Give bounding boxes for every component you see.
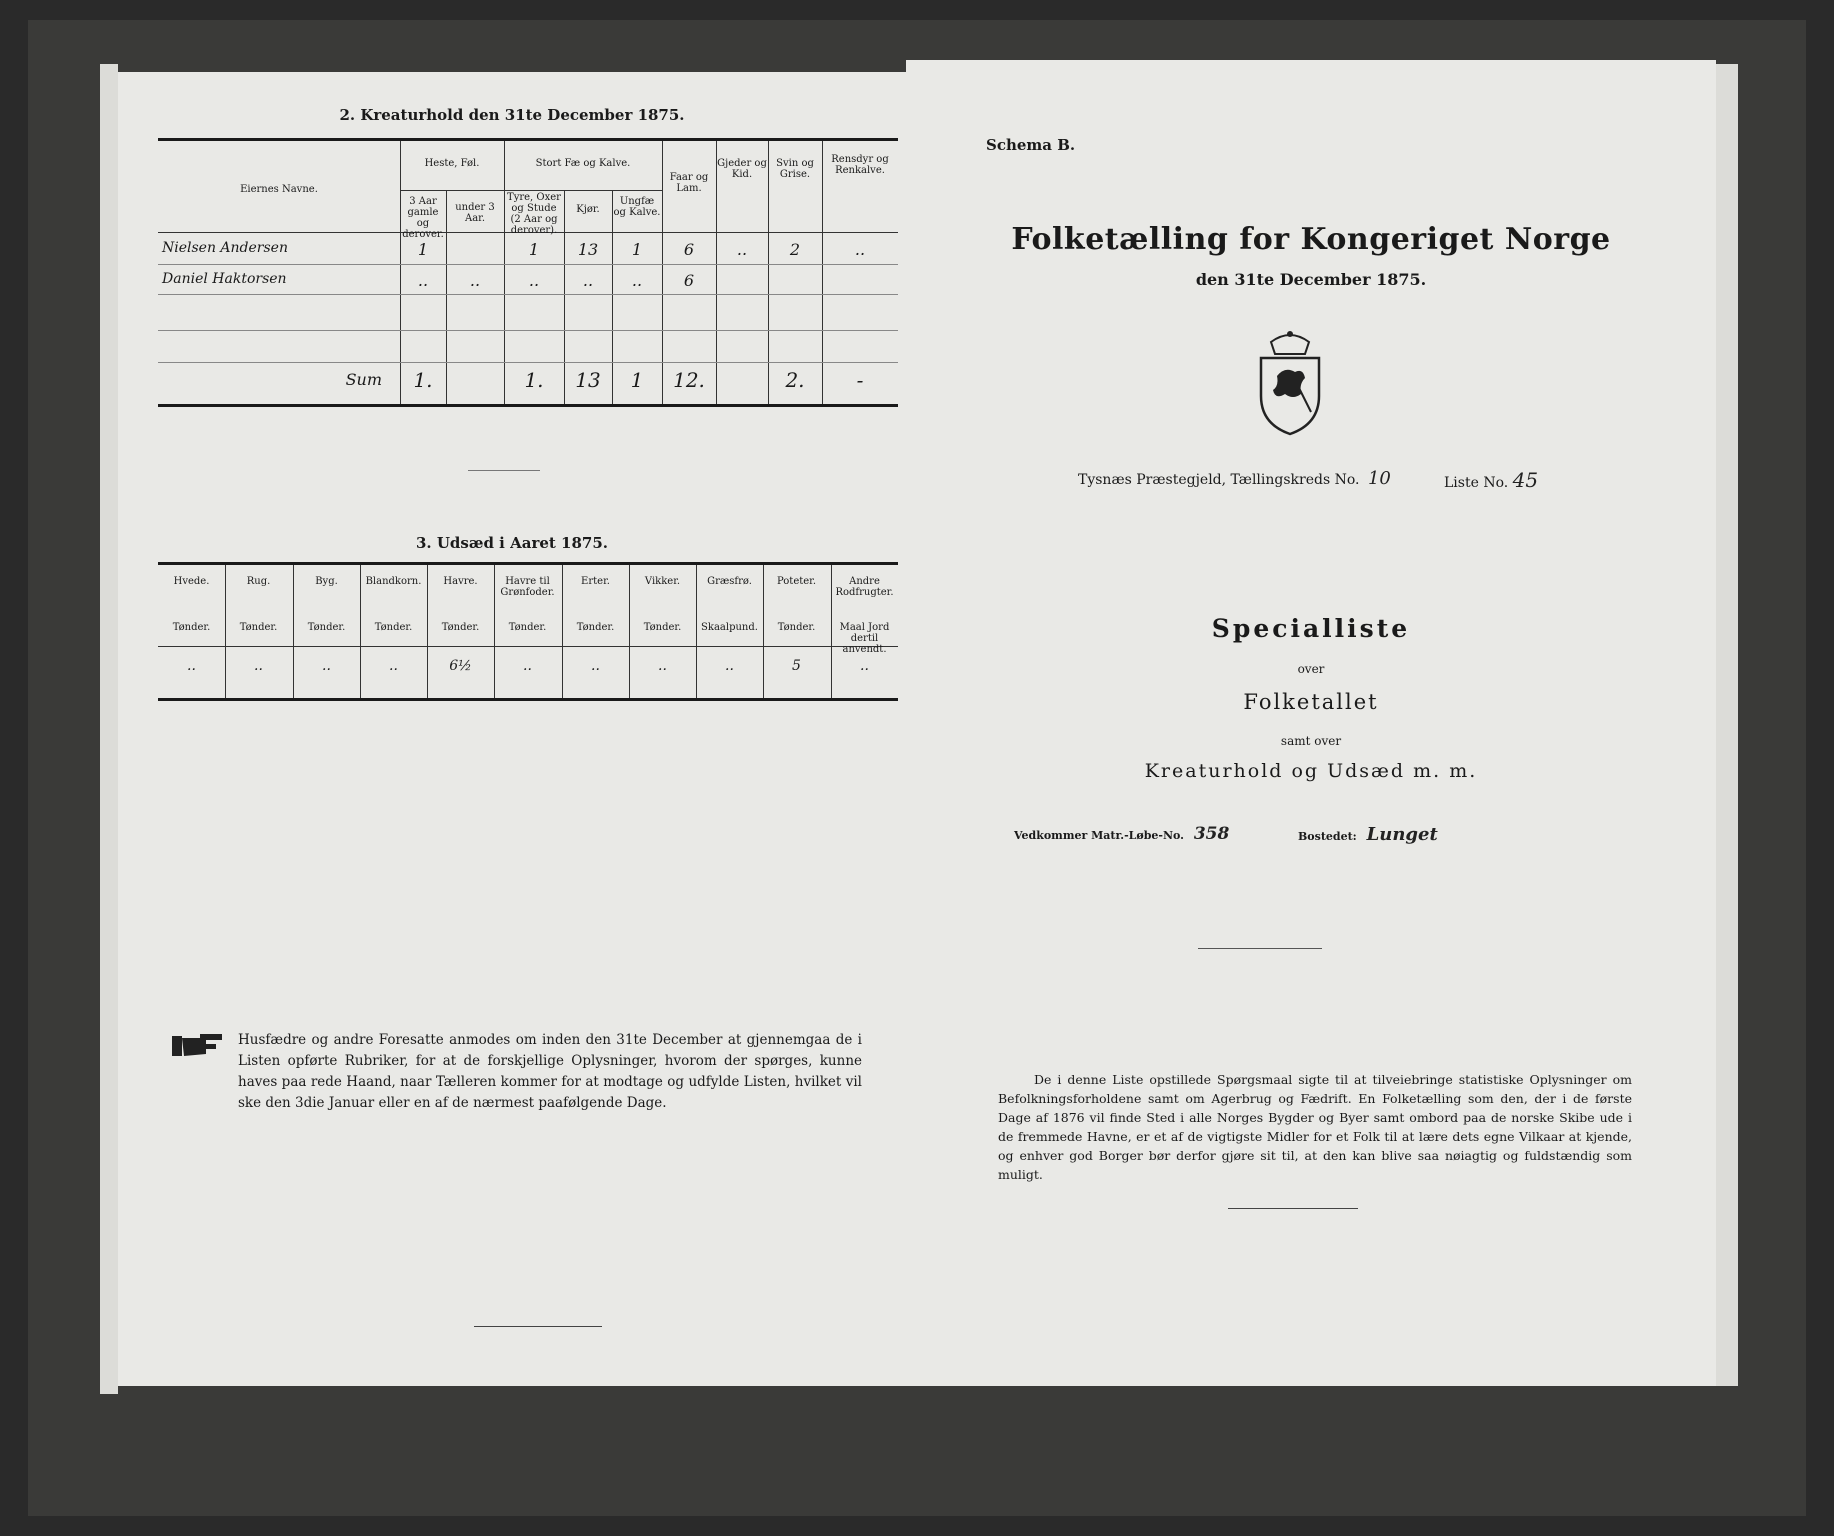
liste-label: Liste No. <box>1444 475 1509 491</box>
parish-label: Tysnæs Præstegjeld, Tællingskreds No. <box>1078 472 1360 488</box>
t2-header-faar: Faar og Lam. <box>669 172 709 194</box>
notice-text: Husfædre og andre Foresatte anmodes om inden den 31te December at gjennemgaa de i Listen opførte Rubriker, for at de forskjellige Oplysninger, hvorom der spørges, kunne haves paa rede Haand, naar Tælleren kommer for at modtage og udfylde Listen, hvilket vil ske den 3die Januar eller en af de nærmest paafølgende Dage. <box>238 1032 862 1111</box>
t3-unit: Tønder. <box>643 622 682 633</box>
matr-line <box>1014 824 1229 844</box>
t2-closing-rule <box>468 470 540 471</box>
t3-value: .. <box>523 658 532 674</box>
t3-value: .. <box>322 658 331 674</box>
t3-unit: Tønder. <box>307 622 346 633</box>
t2-header-heste: Heste, Føl. <box>424 158 480 169</box>
page-edge-right <box>1716 64 1738 1386</box>
t3-unit: Tønder. <box>172 622 211 633</box>
table2-top-rule <box>158 138 898 141</box>
t3-unit: Maal Jord dertil anvendt. <box>839 622 890 655</box>
t2-row1-c9: .. <box>854 240 866 259</box>
matr-number: 358 <box>1193 824 1230 844</box>
t2-sum-c3: 1. <box>524 368 544 392</box>
t2-row-line <box>158 330 898 331</box>
specialliste-heading: Specialliste <box>1211 614 1411 643</box>
t3-value: .. <box>187 658 196 674</box>
table3-top-rule <box>158 562 898 565</box>
t3-header: Rug. <box>246 576 271 587</box>
t3-value: .. <box>658 658 667 674</box>
t2-vline <box>716 141 717 404</box>
t2-row2-c4: .. <box>582 271 594 290</box>
t3-unit: Tønder. <box>374 622 413 633</box>
t2-row-line <box>158 264 898 265</box>
t3-value: .. <box>591 658 600 674</box>
t3-unit: Tønder. <box>777 622 816 633</box>
t3-header: Blandkorn. <box>365 576 422 587</box>
t2-sum-c6: 12. <box>673 368 705 392</box>
right-mid-rule <box>1198 948 1322 949</box>
explanation-text: De i denne Liste opstillede Spørgsmaal sigte til at tilveiebringe statistiske Oplysninger om Befolkningsforholdene samt om Agerbrug og Fædrift. En Folketælling som den, der i de første Dage af 1876 vil finde Sted i alle Norges Bygder og Byer samt ombord paa de norske Skibe ude i de fremmede Havne, er et af de vigtigste Midler for et Folk til at lære dets egne Vilkaar at kjende, og enhver god Borger bør derfor gjøre sit til, at den kan blive saa nøiagtig og fuldstændig som muligt. <box>998 1072 1632 1182</box>
t3-header: Poteter. <box>776 576 817 587</box>
section2-title: 2. Kreaturhold den 31te December 1875. <box>339 106 685 124</box>
document-subtitle: den 31te December 1875. <box>1195 270 1427 289</box>
left-closing-rule <box>474 1326 602 1327</box>
t2-row-line <box>158 294 898 295</box>
t2-row2-c1: .. <box>417 271 429 290</box>
bostedet-label: Bostedet: <box>1298 830 1357 843</box>
t2-header-svin: Svin og Grise. <box>776 158 814 180</box>
t3-unit: Tønder. <box>576 622 615 633</box>
t2-row1-c5: 1 <box>631 240 643 259</box>
t3-value: .. <box>254 658 263 674</box>
bostedet-line <box>1298 824 1438 845</box>
document-title: Folketælling for Kongeriget Norge <box>1011 222 1611 257</box>
over-text-1: over <box>1297 662 1325 676</box>
section3-title: 3. Udsæd i Aaret 1875. <box>415 534 609 552</box>
kreaturhold-heading: Kreaturhold og Udsæd m. m. <box>1144 760 1478 782</box>
parish-line <box>1078 468 1391 489</box>
t2-header-stort-b: Kjør. <box>576 204 600 215</box>
table2-bottom-rule <box>158 404 898 407</box>
norwegian-lion-crest-icon <box>1251 328 1329 436</box>
t3-value: .. <box>725 658 734 674</box>
t3-unit: Tønder. <box>441 622 480 633</box>
t2-row-line <box>158 362 898 363</box>
t2-header-stort: Stort Fæ og Kalve. <box>535 158 631 169</box>
t3-header: Vikker. <box>644 576 681 587</box>
t2-header-stort-a: Tyre, Oxer og Stude (2 Aar og derover). <box>507 192 561 236</box>
t2-row1-c8: 2 <box>789 240 801 259</box>
samt-over-text: samt over <box>1280 734 1342 748</box>
t2-header-gjeder: Gjeder og Kid. <box>717 158 767 180</box>
t2-header-owner: Eiernes Navne. <box>240 184 318 195</box>
right-closing-rule <box>1228 1208 1358 1209</box>
t3-header: Græsfrø. <box>707 576 752 587</box>
t2-row1-name: Nielsen Andersen <box>162 240 288 256</box>
t2-vline <box>822 141 823 404</box>
pointing-hand-icon <box>170 1030 226 1060</box>
t3-header: Havre. <box>443 576 478 587</box>
t2-header-heste-b: under 3 Aar. <box>455 202 495 224</box>
t3-unit: Skaalpund. <box>701 622 758 633</box>
liste-number: 45 <box>1512 468 1539 492</box>
t2-sum-label: Sum <box>345 370 382 389</box>
t2-header-stort-c: Ungfæ og Kalve. <box>613 196 661 218</box>
t3-header: Andre Rodfrugter. <box>835 576 894 598</box>
liste-line <box>1444 468 1538 492</box>
t2-row2-c3: .. <box>528 271 540 290</box>
t2-row1-c7: .. <box>736 240 748 259</box>
t2-sum-c9: - <box>856 368 864 392</box>
t3-header: Byg. <box>315 576 338 587</box>
schema-label: Schema B. <box>986 136 1076 154</box>
t2-row1-c3: 1 <box>528 240 540 259</box>
t3-header: Erter. <box>581 576 610 587</box>
page-edge-left <box>100 64 118 1394</box>
t3-value: .. <box>860 658 869 674</box>
t2-row1-c4: 13 <box>577 240 599 259</box>
t2-header-rensdyr: Rensdyr og Renkalve. <box>831 154 889 176</box>
kreds-number: 10 <box>1367 468 1391 489</box>
t3-header: Hvede. <box>173 576 210 587</box>
t2-row2-name: Daniel Haktorsen <box>162 271 287 287</box>
t3-value: 5 <box>792 658 801 674</box>
t3-unit: Tønder. <box>508 622 547 633</box>
t2-sum-c5: 1 <box>630 368 644 392</box>
matr-label: Vedkommer Matr.-Løbe-No. <box>1014 829 1184 842</box>
t2-row1-c6: 6 <box>683 240 695 259</box>
right-page <box>906 60 1716 1386</box>
bostedet-value: Lunget <box>1366 824 1438 845</box>
t3-unit: Tønder. <box>239 622 278 633</box>
t2-sum-c1: 1. <box>413 368 433 392</box>
t2-subheader-line <box>400 190 662 191</box>
t3-value: .. <box>389 658 398 674</box>
t2-header-heste-a: 3 Aar gamle og derover. <box>402 196 444 240</box>
t3-value: 6½ <box>449 658 472 674</box>
t3-header: Havre til Grønfoder. <box>500 576 555 598</box>
t2-row2-c6: 6 <box>683 271 695 290</box>
t3-header-bottom <box>158 646 898 647</box>
t2-row2-c5: .. <box>631 271 643 290</box>
folketallet-heading: Folketallet <box>1243 690 1379 714</box>
table3-bottom-rule <box>158 698 898 701</box>
t2-row2-c2: .. <box>469 271 481 290</box>
t2-vline <box>768 141 769 404</box>
t2-sum-c8: 2. <box>785 368 805 392</box>
t2-sum-c4: 13 <box>575 368 601 392</box>
left-page <box>118 72 908 1386</box>
t2-row1-c1: 1 <box>417 240 429 259</box>
